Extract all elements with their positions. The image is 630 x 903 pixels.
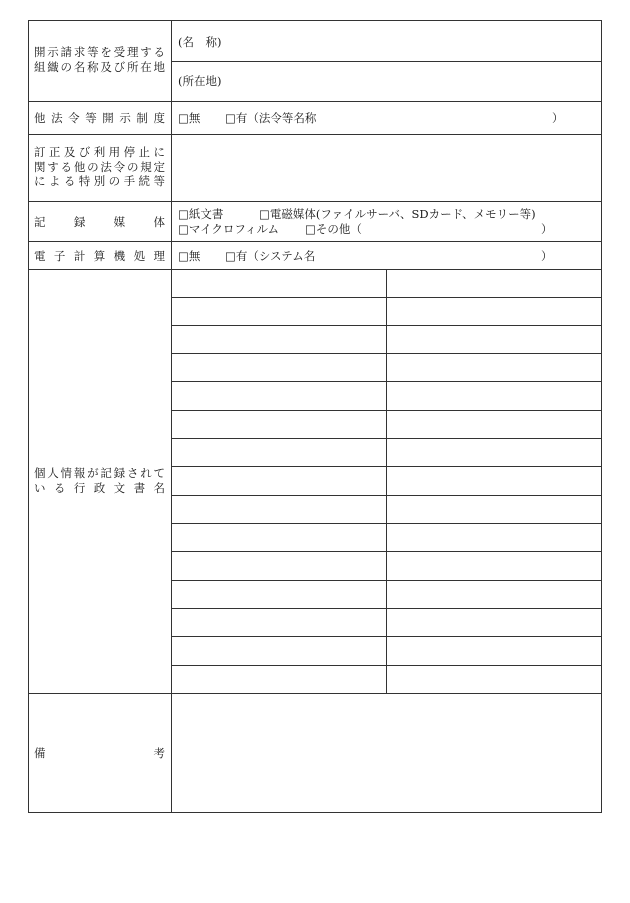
- grid-line-10: [171, 551, 602, 552]
- grid-line-6: [171, 438, 602, 439]
- media-paper-checkbox[interactable]: □紙文書: [178, 207, 224, 221]
- special-procedure-label-line1: 訂正及び利用停止に: [34, 145, 165, 159]
- documents-grid-divider: [386, 269, 387, 694]
- other-law-none-checkbox[interactable]: □無: [178, 111, 201, 125]
- grid-line-9: [171, 523, 602, 524]
- org-label-line1: 開示請求等を受理する: [34, 45, 165, 59]
- remarks-label-right: 考: [153, 746, 165, 760]
- grid-line-13: [171, 636, 602, 637]
- media-other-checkbox[interactable]: □その他（: [305, 222, 362, 236]
- grid-line-14: [171, 665, 602, 666]
- grid-line-8: [171, 495, 602, 496]
- grid-line-7: [171, 466, 602, 467]
- disclosure-request-form: [28, 20, 602, 813]
- org-label: [34, 45, 165, 74]
- documents-label-line1: 個人情報が記録されて: [34, 466, 165, 480]
- row-divider-6: [29, 693, 602, 694]
- grid-line-5: [171, 410, 602, 411]
- other-law-close-paren: ）: [552, 111, 564, 125]
- other-law-label: 他法令等開示制度: [34, 111, 165, 125]
- grid-line-4: [171, 381, 602, 382]
- grid-line-2: [171, 325, 602, 326]
- org-label-line2: 組織の名称及び所在地: [34, 59, 165, 74]
- org-address-field[interactable]: (所在地): [178, 74, 222, 88]
- special-procedure-label-line2: 関する他の法令の規定: [34, 159, 165, 174]
- computer-label: 電子計算機処理: [34, 249, 165, 263]
- special-procedure-label: [34, 145, 165, 189]
- row-divider-2: [29, 134, 602, 135]
- documents-label-line2: いる行政文書名: [34, 480, 165, 495]
- documents-label: [34, 466, 165, 495]
- row-divider-1: [29, 101, 602, 102]
- grid-line-11: [171, 580, 602, 581]
- grid-line-12: [171, 608, 602, 609]
- row-divider-3: [29, 201, 602, 202]
- row-divider-4: [29, 241, 602, 242]
- grid-line-1: [171, 297, 602, 298]
- row-divider-5: [29, 269, 602, 270]
- media-microfilm-checkbox[interactable]: □マイクロフィルム: [178, 222, 280, 236]
- other-law-yes-checkbox[interactable]: □有（法令等名称: [225, 111, 317, 125]
- media-electronic-checkbox[interactable]: □電磁媒体(ファイルサーバ、SDカード、メモリー等): [259, 207, 536, 221]
- special-procedure-label-line3: による特別の手続等: [34, 174, 165, 188]
- computer-yes-checkbox[interactable]: □有（システム名: [225, 249, 316, 263]
- computer-none-checkbox[interactable]: □無: [178, 249, 201, 263]
- grid-line-3: [171, 353, 602, 354]
- media-label: 記録媒体: [34, 215, 165, 229]
- computer-close-paren: ）: [541, 249, 553, 263]
- remarks-label: [34, 746, 165, 761]
- remarks-label-left: 備: [34, 746, 46, 760]
- org-inner-divider: [171, 61, 602, 62]
- org-name-field[interactable]: (名 称): [178, 35, 222, 49]
- media-close-paren: ）: [541, 222, 553, 236]
